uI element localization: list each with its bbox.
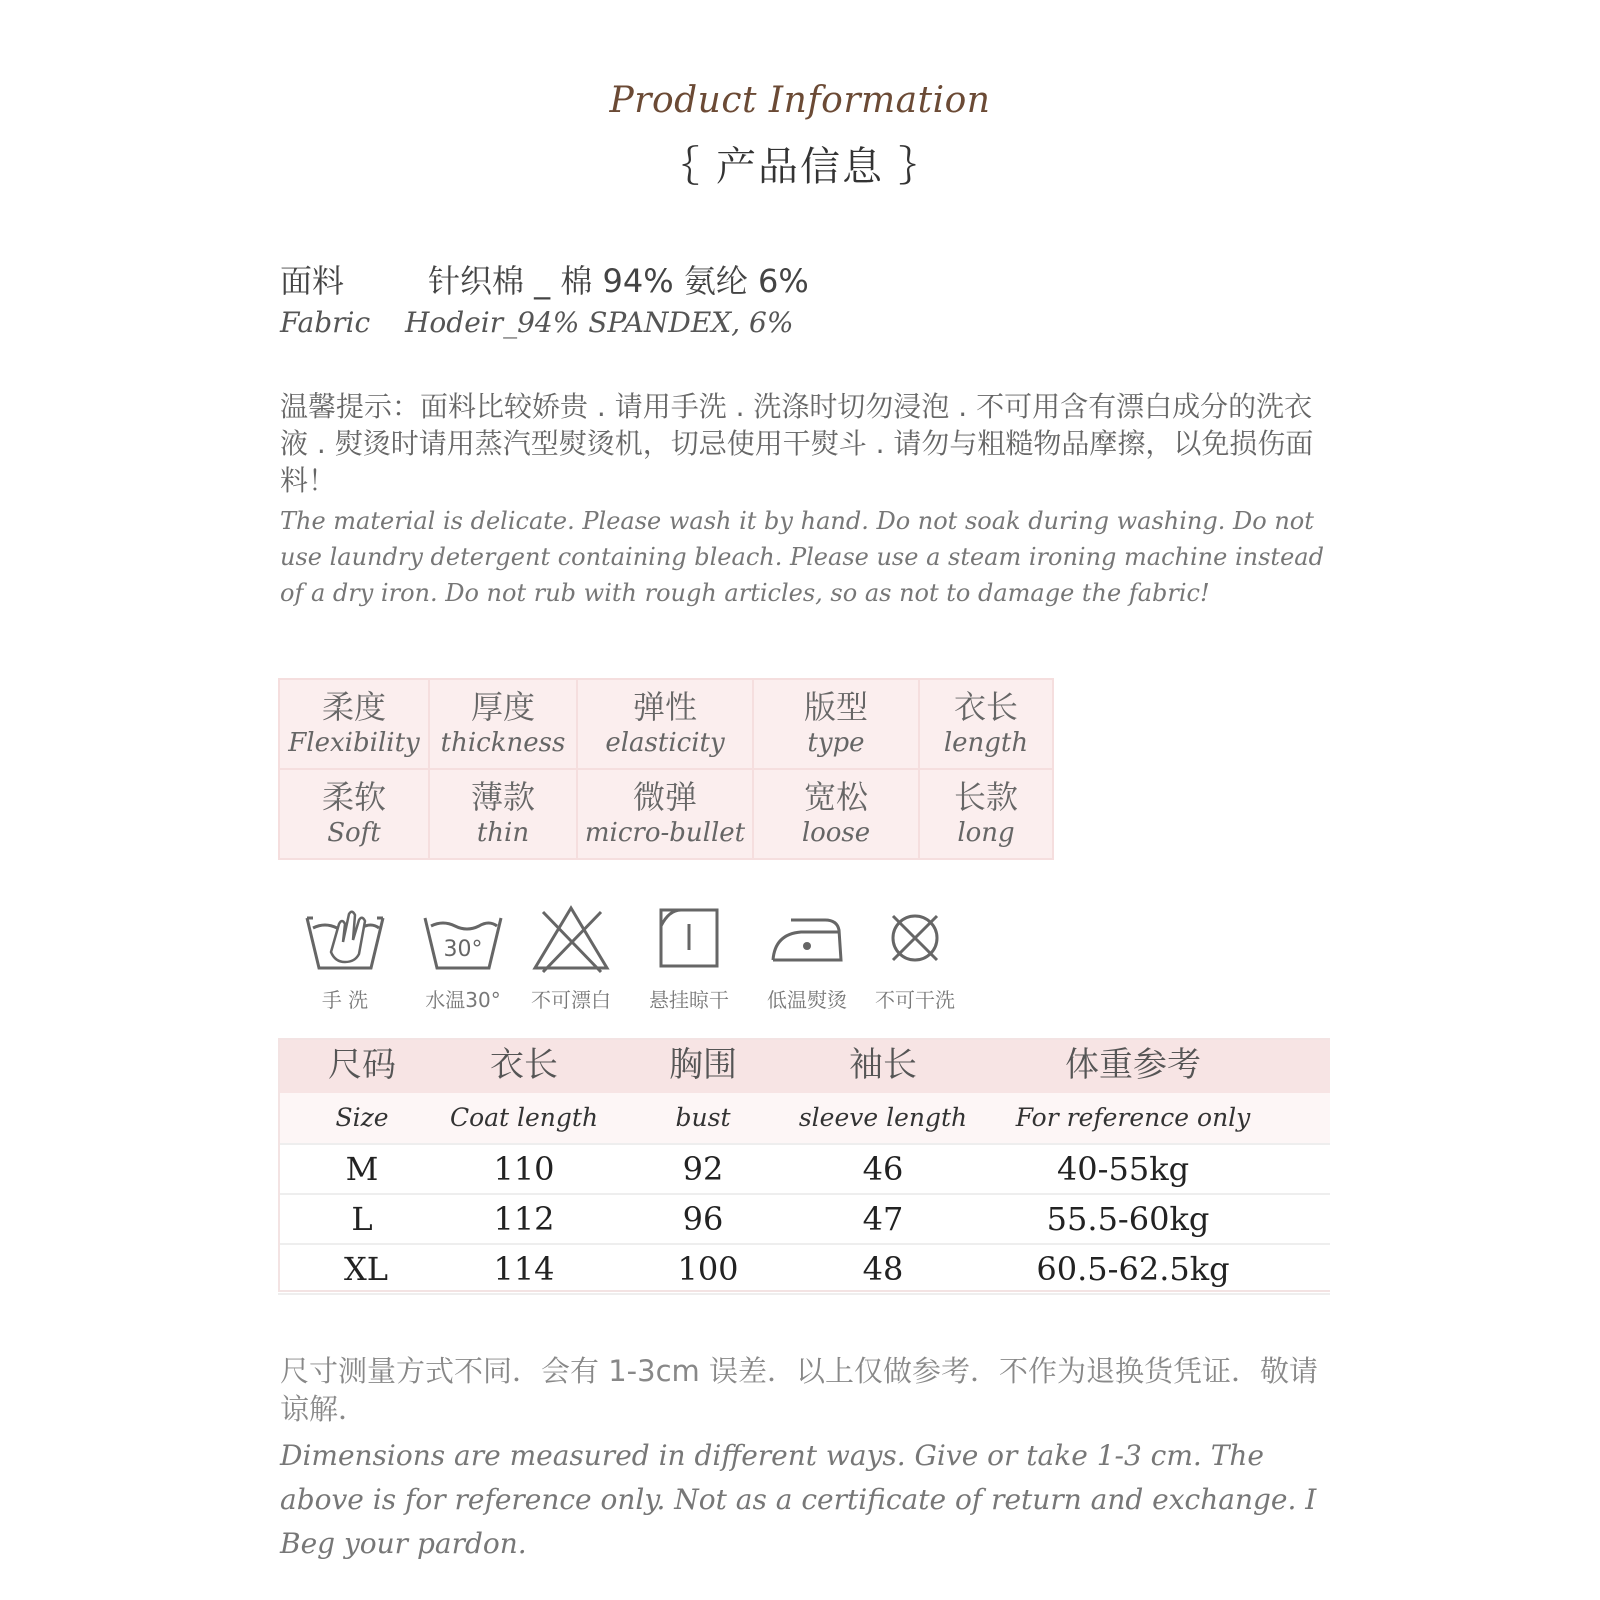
care-item-no-bleach: [516, 904, 626, 1013]
attribute-value-en: Soft: [327, 818, 381, 848]
attribute-value-cn: 微弹: [632, 778, 697, 816]
attribute-value-en: micro-bullet: [584, 818, 746, 848]
care-label: 不可漂白: [531, 988, 611, 1012]
care-item-hand-wash: [290, 904, 400, 1013]
size-table-header-en: [278, 1093, 1330, 1145]
fabric-section: [280, 256, 809, 339]
attribute-cell: [577, 679, 753, 769]
care-label: 低温熨烫: [767, 988, 847, 1012]
low-iron-icon: [765, 904, 849, 974]
header-en: Coat length: [449, 1103, 599, 1132]
cell-bust: 92: [682, 1150, 724, 1188]
attribute-name-cn: 版型: [803, 688, 868, 726]
attribute-name-cn: 衣长: [953, 688, 1018, 726]
wash-30-icon: [421, 904, 505, 974]
attribute-value-cell: [279, 769, 429, 859]
attribute-value-en: loose: [801, 818, 871, 848]
attribute-value-cn: 宽松: [803, 778, 868, 816]
header-cn: 衣长: [490, 1045, 558, 1085]
attributes-header-row: [279, 679, 1053, 769]
table-row: [278, 1245, 1330, 1295]
cell-coat-length: 114: [493, 1250, 555, 1288]
fabric-label-cn: 面料: [280, 262, 345, 300]
attribute-value-cell: [753, 769, 919, 859]
care-label: 不可干洗: [875, 988, 955, 1012]
cell-weight: 40-55kg: [1056, 1150, 1190, 1188]
care-item-no-dry-clean: [860, 904, 970, 1013]
table-row: [278, 1145, 1330, 1195]
attribute-value-cn: 柔软: [321, 778, 386, 816]
attribute-value-cn: 薄款: [470, 778, 535, 816]
svg-text:30°: 30°: [443, 937, 483, 962]
attribute-cell: [753, 679, 919, 769]
cell-bust: 100: [677, 1250, 739, 1288]
attribute-name-cn: 厚度: [470, 688, 535, 726]
care-item-low-iron: [752, 904, 862, 1013]
attribute-name-cn: 弹性: [632, 688, 697, 726]
attribute-name-en: elasticity: [605, 728, 725, 758]
header-cn: 尺码: [328, 1045, 396, 1085]
attribute-name-cn: 柔度: [321, 688, 386, 726]
attribute-value-en: thin: [476, 818, 530, 848]
no-dry-clean-icon: [873, 904, 957, 974]
size-note-en: Dimensions are measured in different ways. Give or take 1-3 cm. The above is for reference only. Not as a certificate of return and exchange. I Beg your pardon.: [280, 1439, 1317, 1560]
cell-coat-length: 110: [493, 1150, 555, 1188]
care-label: 悬挂晾干: [649, 988, 729, 1012]
cell-coat-length: 112: [493, 1200, 555, 1238]
attribute-cell: [279, 679, 429, 769]
care-item-line-dry: [634, 904, 744, 1013]
cell-sleeve-length: 48: [862, 1250, 904, 1288]
cell-size: XL: [343, 1250, 389, 1288]
attribute-cell: [919, 679, 1053, 769]
care-label: 手 洗: [321, 988, 369, 1012]
attribute-value-cell: [577, 769, 753, 859]
attribute-value-en: long: [957, 818, 1015, 848]
size-table: [278, 1038, 1330, 1295]
header-en: bust: [675, 1103, 731, 1132]
fabric-value-cn: 针织棉 _ 棉 94% 氨纶 6%: [428, 262, 809, 300]
cell-bust: 96: [682, 1200, 724, 1238]
attribute-name-en: type: [807, 728, 865, 758]
attribute-name-en: length: [943, 728, 1029, 758]
line-dry-icon: [647, 904, 731, 974]
cell-size: L: [351, 1200, 373, 1238]
care-label: 水温30°: [425, 988, 501, 1012]
care-icons-row: [290, 904, 1010, 1014]
care-note-cn: 温馨提示：面料比较娇贵 . 请用手洗 . 洗涤时切勿浸泡 . 不可用含有漂白成分的洗衣液 . 熨烫时请用蒸汽型熨烫机，切忌使用干熨斗 . 请勿与粗糙物品摩擦，以免损伤面料！: [280, 390, 1314, 497]
cell-weight: 55.5-60kg: [1046, 1200, 1210, 1238]
cell-size: M: [345, 1150, 379, 1188]
size-table-body: [278, 1145, 1330, 1295]
attribute-cell: [429, 679, 577, 769]
title-block: [0, 80, 1600, 192]
fabric-label-en: Fabric: [280, 306, 371, 339]
header-cn: 袖长: [849, 1045, 917, 1085]
attribute-name-en: Flexibility: [288, 728, 420, 758]
header-en: Size: [335, 1103, 389, 1132]
no-bleach-icon: [529, 904, 613, 974]
cell-sleeve-length: 47: [862, 1200, 904, 1238]
attributes-value-row: [279, 769, 1053, 859]
care-note: [280, 388, 1330, 611]
care-item-wash-30: [408, 904, 518, 1013]
cell-sleeve-length: 46: [862, 1150, 904, 1188]
size-table-header-cn: [278, 1038, 1330, 1093]
page-title: Product Information: [609, 80, 991, 121]
care-note-en: The material is delicate. Please wash it by hand. Do not soak during washing. Do not use laundry detergent containing bleach. Please use a steam ironing machine instead of a dry iron. Do not rub with rough articles, so as not to damage the fabric!: [280, 507, 1324, 607]
header-cn: 胸围: [669, 1045, 737, 1085]
page-title-chinese: ｛ 产品信息 ｝: [659, 144, 941, 190]
attributes-table: [278, 678, 1054, 860]
table-row: [278, 1195, 1330, 1245]
attribute-value-cell: [429, 769, 577, 859]
header-cn: 体重参考: [1065, 1045, 1201, 1085]
cell-weight: 60.5-62.5kg: [1036, 1250, 1230, 1288]
header-en: sleeve length: [798, 1103, 968, 1132]
header-en: For reference only: [1015, 1103, 1251, 1132]
hand-wash-icon: [303, 904, 387, 974]
size-note: [280, 1352, 1340, 1566]
attribute-value-cell: [919, 769, 1053, 859]
fabric-value-en: Hodeir_94% SPANDEX, 6%: [405, 306, 794, 339]
size-note-cn: 尺寸测量方式不同．会有 1-3cm 误差．以上仅做参考．不作为退换货凭证．敬请谅解．: [280, 1354, 1318, 1426]
attribute-value-cn: 长款: [953, 778, 1018, 816]
attribute-name-en: thickness: [440, 728, 566, 758]
